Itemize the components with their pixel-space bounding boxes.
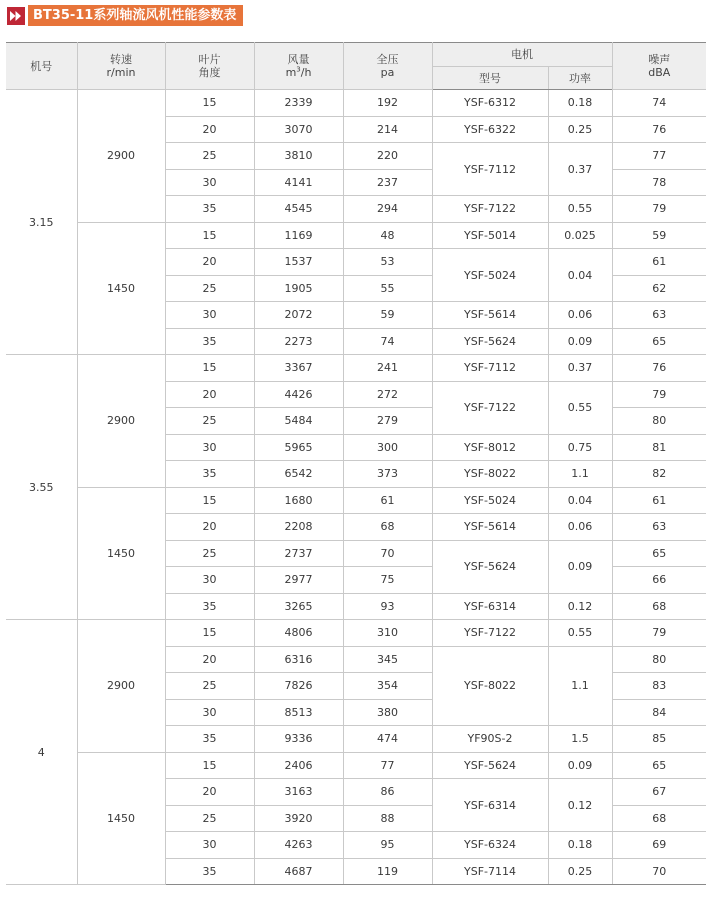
motor-model-cell: YSF-6314 (432, 593, 548, 620)
angle-cell: 20 (165, 249, 254, 276)
motor-power-cell: 0.37 (548, 143, 612, 196)
unit-superscript: 3 (296, 65, 301, 74)
speed-cell: 1450 (77, 487, 165, 620)
header-model: 机号 (6, 43, 77, 90)
table-row (6, 355, 706, 382)
pressure-cell: 77 (343, 752, 432, 779)
motor-power-cell: 1.1 (548, 461, 612, 488)
motor-model-cell: YSF-5614 (432, 302, 548, 329)
table-row (6, 620, 706, 647)
pressure-cell: 53 (343, 249, 432, 276)
header-noise-label: 噪声 (648, 53, 671, 66)
airflow-cell: 3920 (254, 805, 343, 832)
header-motor-model: 型号 (432, 67, 548, 90)
motor-power-cell: 0.18 (548, 90, 612, 117)
angle-cell: 35 (165, 196, 254, 223)
motor-power-cell: 0.09 (548, 752, 612, 779)
motor-model-cell: YSF-6312 (432, 90, 548, 117)
motor-power-cell: 0.18 (548, 832, 612, 859)
airflow-cell: 4806 (254, 620, 343, 647)
airflow-cell: 1169 (254, 222, 343, 249)
noise-cell: 79 (612, 381, 706, 408)
airflow-cell: 4141 (254, 169, 343, 196)
noise-cell: 61 (612, 487, 706, 514)
table-title-bar (7, 5, 243, 26)
pressure-cell: 345 (343, 646, 432, 673)
angle-cell: 30 (165, 699, 254, 726)
noise-cell: 63 (612, 514, 706, 541)
angle-cell: 35 (165, 726, 254, 753)
motor-power-cell: 0.55 (548, 381, 612, 434)
noise-cell: 67 (612, 779, 706, 806)
noise-cell: 80 (612, 408, 706, 435)
angle-cell: 15 (165, 222, 254, 249)
angle-cell: 35 (165, 461, 254, 488)
angle-cell: 15 (165, 90, 254, 117)
table-row (6, 222, 706, 249)
angle-cell: 35 (165, 593, 254, 620)
motor-power-cell: 0.025 (548, 222, 612, 249)
speed-cell: 2900 (77, 355, 165, 488)
motor-model-cell: YSF-7114 (432, 858, 548, 885)
header-speed (77, 43, 165, 90)
table-row (6, 90, 706, 117)
angle-cell: 25 (165, 408, 254, 435)
motor-model-cell: YSF-5624 (432, 752, 548, 779)
angle-cell: 25 (165, 275, 254, 302)
pressure-cell: 74 (343, 328, 432, 355)
header-noise (612, 43, 706, 90)
noise-cell: 80 (612, 646, 706, 673)
motor-power-cell: 0.04 (548, 487, 612, 514)
motor-model-cell: YSF-7122 (432, 381, 548, 434)
pressure-cell: 279 (343, 408, 432, 435)
angle-cell: 30 (165, 169, 254, 196)
angle-cell: 35 (165, 858, 254, 885)
motor-power-cell: 0.55 (548, 620, 612, 647)
angle-cell: 20 (165, 116, 254, 143)
noise-cell: 76 (612, 116, 706, 143)
pressure-cell: 310 (343, 620, 432, 647)
pressure-cell: 93 (343, 593, 432, 620)
table-body (6, 90, 706, 885)
airflow-cell: 2273 (254, 328, 343, 355)
pressure-cell: 86 (343, 779, 432, 806)
airflow-cell: 3070 (254, 116, 343, 143)
noise-cell: 74 (612, 90, 706, 117)
pressure-cell: 75 (343, 567, 432, 594)
pressure-cell: 380 (343, 699, 432, 726)
motor-power-cell: 0.06 (548, 302, 612, 329)
pressure-cell: 48 (343, 222, 432, 249)
model-cell: 4 (6, 620, 77, 885)
airflow-cell: 4545 (254, 196, 343, 223)
noise-cell: 79 (612, 196, 706, 223)
angle-cell: 35 (165, 328, 254, 355)
table-row (6, 487, 706, 514)
motor-model-cell: YSF-6324 (432, 832, 548, 859)
airflow-cell: 2339 (254, 90, 343, 117)
pressure-cell: 95 (343, 832, 432, 859)
pressure-cell: 300 (343, 434, 432, 461)
angle-cell: 25 (165, 805, 254, 832)
motor-power-cell: 0.75 (548, 434, 612, 461)
speed-cell: 1450 (77, 752, 165, 885)
fan-performance-table (6, 42, 706, 885)
model-cell: 3.55 (6, 355, 77, 620)
motor-model-cell: YSF-6314 (432, 779, 548, 832)
airflow-cell: 7826 (254, 673, 343, 700)
speed-cell: 2900 (77, 90, 165, 223)
motor-power-cell: 0.06 (548, 514, 612, 541)
motor-model-cell: YSF-5024 (432, 487, 548, 514)
pressure-cell: 294 (343, 196, 432, 223)
unit-m: m (285, 66, 297, 79)
pressure-cell: 354 (343, 673, 432, 700)
angle-cell: 30 (165, 434, 254, 461)
airflow-cell: 1537 (254, 249, 343, 276)
angle-cell: 30 (165, 567, 254, 594)
motor-model-cell: YSF-5614 (432, 514, 548, 541)
model-cell: 3.15 (6, 90, 77, 355)
table-row (6, 752, 706, 779)
airflow-cell: 6542 (254, 461, 343, 488)
pressure-cell: 373 (343, 461, 432, 488)
airflow-cell: 9336 (254, 726, 343, 753)
airflow-cell: 4687 (254, 858, 343, 885)
header-airflow (254, 43, 343, 90)
noise-cell: 69 (612, 832, 706, 859)
motor-power-cell: 0.55 (548, 196, 612, 223)
noise-cell: 78 (612, 169, 706, 196)
airflow-cell: 2737 (254, 540, 343, 567)
noise-cell: 65 (612, 540, 706, 567)
angle-cell: 25 (165, 673, 254, 700)
airflow-cell: 2406 (254, 752, 343, 779)
motor-power-cell: 1.1 (548, 646, 612, 726)
angle-cell: 25 (165, 540, 254, 567)
table-title: BT35-11系列轴流风机性能参数表 (28, 5, 243, 26)
pressure-cell: 241 (343, 355, 432, 382)
airflow-cell: 1680 (254, 487, 343, 514)
speed-cell: 1450 (77, 222, 165, 355)
speed-cell: 2900 (77, 620, 165, 753)
noise-cell: 63 (612, 302, 706, 329)
angle-cell: 30 (165, 302, 254, 329)
angle-cell: 20 (165, 646, 254, 673)
airflow-cell: 2977 (254, 567, 343, 594)
noise-cell: 59 (612, 222, 706, 249)
airflow-cell: 3810 (254, 143, 343, 170)
header-motor-power: 功率 (548, 67, 612, 90)
motor-model-cell: YSF-7112 (432, 355, 548, 382)
airflow-cell: 5484 (254, 408, 343, 435)
motor-power-cell: 0.25 (548, 116, 612, 143)
noise-cell: 79 (612, 620, 706, 647)
pressure-cell: 214 (343, 116, 432, 143)
header-airflow-label: 风量 (287, 53, 310, 66)
motor-model-cell: YSF-8012 (432, 434, 548, 461)
noise-cell: 85 (612, 726, 706, 753)
airflow-cell: 2208 (254, 514, 343, 541)
noise-cell: 82 (612, 461, 706, 488)
motor-model-cell: YSF-7122 (432, 620, 548, 647)
airflow-cell: 1905 (254, 275, 343, 302)
airflow-cell: 3367 (254, 355, 343, 382)
motor-power-cell: 0.37 (548, 355, 612, 382)
motor-model-cell: YSF-5624 (432, 328, 548, 355)
header-pressure-unit: pa (380, 66, 395, 79)
angle-cell: 20 (165, 381, 254, 408)
header-airflow-unit (255, 66, 343, 79)
header-angle-line2: 角度 (198, 66, 221, 79)
noise-cell: 61 (612, 249, 706, 276)
noise-cell: 83 (612, 673, 706, 700)
airflow-cell: 3163 (254, 779, 343, 806)
pressure-cell: 61 (343, 487, 432, 514)
pressure-cell: 192 (343, 90, 432, 117)
pressure-cell: 88 (343, 805, 432, 832)
motor-power-cell: 0.04 (548, 249, 612, 302)
angle-cell: 30 (165, 832, 254, 859)
motor-model-cell: YSF-8022 (432, 646, 548, 726)
angle-cell: 15 (165, 752, 254, 779)
noise-cell: 65 (612, 752, 706, 779)
pressure-cell: 68 (343, 514, 432, 541)
pressure-cell: 220 (343, 143, 432, 170)
header-noise-unit: dBA (648, 66, 671, 79)
motor-power-cell: 0.09 (548, 540, 612, 593)
pressure-cell: 272 (343, 381, 432, 408)
motor-model-cell: YF90S-2 (432, 726, 548, 753)
motor-model-cell: YSF-5024 (432, 249, 548, 302)
airflow-cell: 4426 (254, 381, 343, 408)
header-speed-label: 转速 (110, 53, 132, 66)
angle-cell: 15 (165, 355, 254, 382)
pressure-cell: 70 (343, 540, 432, 567)
pressure-cell: 59 (343, 302, 432, 329)
airflow-cell: 6316 (254, 646, 343, 673)
motor-power-cell: 0.09 (548, 328, 612, 355)
pressure-cell: 119 (343, 858, 432, 885)
motor-power-cell: 0.25 (548, 858, 612, 885)
pressure-cell: 474 (343, 726, 432, 753)
noise-cell: 70 (612, 858, 706, 885)
pressure-cell: 55 (343, 275, 432, 302)
motor-model-cell: YSF-8022 (432, 461, 548, 488)
noise-cell: 66 (612, 567, 706, 594)
airflow-cell: 8513 (254, 699, 343, 726)
motor-model-cell: YSF-5014 (432, 222, 548, 249)
noise-cell: 62 (612, 275, 706, 302)
header-speed-unit: r/min (106, 66, 136, 79)
angle-cell: 15 (165, 620, 254, 647)
unit-per-hour: /h (300, 66, 312, 79)
noise-cell: 68 (612, 805, 706, 832)
fast-forward-icon (7, 7, 25, 25)
airflow-cell: 5965 (254, 434, 343, 461)
airflow-cell: 2072 (254, 302, 343, 329)
header-pressure (343, 43, 432, 90)
motor-model-cell: YSF-7122 (432, 196, 548, 223)
noise-cell: 77 (612, 143, 706, 170)
airflow-cell: 4263 (254, 832, 343, 859)
motor-power-cell: 0.12 (548, 593, 612, 620)
angle-cell: 20 (165, 779, 254, 806)
noise-cell: 68 (612, 593, 706, 620)
pressure-cell: 237 (343, 169, 432, 196)
angle-cell: 25 (165, 143, 254, 170)
noise-cell: 84 (612, 699, 706, 726)
motor-power-cell: 0.12 (548, 779, 612, 832)
header-blade-angle (165, 43, 254, 90)
noise-cell: 76 (612, 355, 706, 382)
airflow-cell: 3265 (254, 593, 343, 620)
noise-cell: 81 (612, 434, 706, 461)
motor-power-cell: 1.5 (548, 726, 612, 753)
noise-cell: 65 (612, 328, 706, 355)
header-pressure-label: 全压 (376, 53, 399, 66)
angle-cell: 20 (165, 514, 254, 541)
motor-model-cell: YSF-7112 (432, 143, 548, 196)
header-motor: 电机 (432, 43, 612, 67)
header-angle-line1: 叶片 (198, 53, 221, 66)
angle-cell: 15 (165, 487, 254, 514)
motor-model-cell: YSF-5624 (432, 540, 548, 593)
motor-model-cell: YSF-6322 (432, 116, 548, 143)
